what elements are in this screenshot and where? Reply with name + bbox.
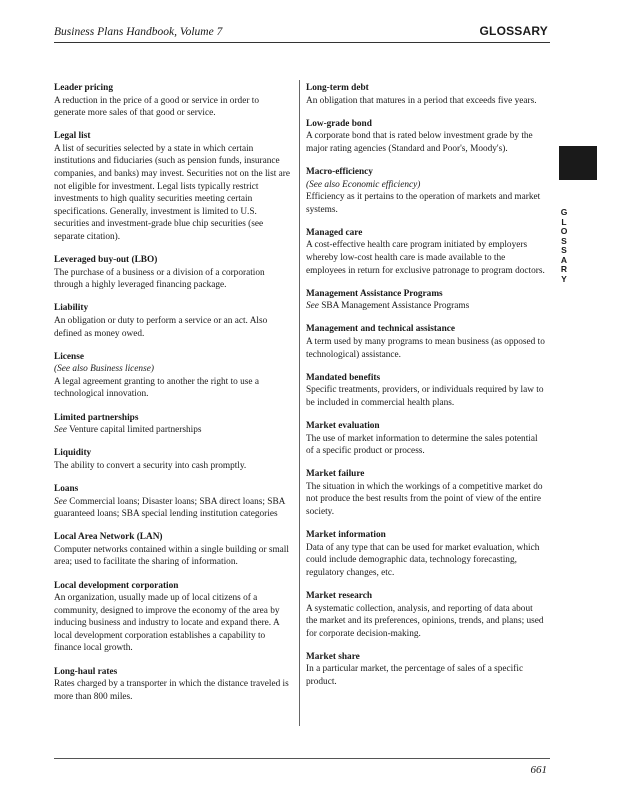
glossary-definition	[54, 95, 290, 120]
glossary-definition	[306, 300, 546, 313]
glossary-term: Market share	[306, 651, 360, 662]
glossary-term: Leader pricing	[54, 83, 113, 93]
glossary-term: Loans	[54, 483, 79, 494]
glossary-definition	[54, 376, 290, 401]
glossary-definition	[306, 384, 546, 409]
glossary-term: Market failure	[306, 469, 365, 480]
glossary-definition-text: SBA Management Assistance Programs	[321, 301, 470, 312]
glossary-definition-text: A legal agreement granting to another the right to use a technological innovation.	[54, 376, 259, 400]
glossary-definition	[54, 315, 290, 340]
glossary-definition	[54, 544, 290, 569]
glossary-term: Legal list	[54, 131, 91, 142]
footer-rule	[54, 758, 550, 759]
book-title: Business Plans Handbook, Volume 7	[54, 26, 223, 38]
glossary-entry	[306, 468, 546, 518]
glossary-entry	[54, 412, 290, 437]
glossary-definition	[54, 460, 290, 473]
see-also-reference: (See also Business license)	[54, 364, 154, 375]
glossary-definition-text: A cost-effective health care program initiated by employers whereby low-cost health care is made available to the employees in return for exclusive patronage to program doctors.	[306, 240, 545, 276]
glossary-definition-text: A reduction in the price of a good or service in order to generate more sales of that good or service.	[54, 95, 259, 119]
glossary-term: Low-grade bond	[306, 118, 372, 129]
glossary-column-left	[54, 82, 290, 714]
glossary-definition-text: Data of any type that can be used for market evaluation, which could include demographic data, technology forecasting, regulatory changes, etc.	[306, 542, 540, 578]
glossary-definition	[306, 130, 546, 155]
glossary-term: Local development corporation	[54, 580, 179, 591]
glossary-entry	[306, 227, 546, 277]
glossary-entry	[306, 529, 546, 579]
glossary-definition-text: Commercial loans; Disaster loans; SBA direct loans; SBA guaranteed loans; SBA special lending institution categories	[54, 496, 285, 520]
glossary-entry	[306, 420, 546, 458]
glossary-entry	[306, 118, 546, 156]
glossary-definition	[54, 592, 290, 655]
glossary-entry	[54, 82, 290, 120]
glossary-definition-text: Venture capital limited partnerships	[69, 425, 202, 436]
glossary-definition	[54, 267, 290, 292]
glossary-definition	[306, 433, 546, 458]
glossary-term: Management Assistance Programs	[306, 288, 443, 299]
glossary-entry	[54, 580, 290, 656]
glossary-entry	[306, 323, 546, 361]
glossary-definition-text: The use of market information to determine the sales potential of a specific product or process.	[306, 433, 538, 457]
glossary-definition-text: The purchase of a business or a division of a corporation through a highly leveraged financing package.	[54, 267, 265, 291]
glossary-term: Long-haul rates	[54, 666, 118, 677]
glossary-entry	[306, 590, 546, 640]
glossary-definition	[306, 336, 546, 361]
glossary-entry	[306, 166, 546, 216]
glossary-definition-text: The situation in which the workings of a competitive market do not produce the best results from the point of view of the entire society.	[306, 481, 543, 518]
glossary-definition-text: A systematic collection, analysis, and reporting of data about the market and its preferences, opinions, trends, and plans; used for corporate decision-making.	[306, 603, 544, 639]
glossary-definition	[306, 663, 546, 688]
glossary-definition	[306, 481, 546, 519]
glossary-entry	[306, 82, 546, 107]
glossary-term: Liability	[54, 303, 89, 314]
column-divider	[299, 80, 300, 726]
glossary-definition-text: A list of securities selected by a state in which certain institutions and fiduciaries (such as pension funds, insurance companies, and banks) may invest. Securities not on the list are not eligible for investment. Legal lists typically restrict investments to high quality securities meeting certain specifications. Generally, investment is limited to U.S. securities and investment-grade blue chip securities (see separate citation).	[54, 143, 290, 243]
glossary-term: Managed care	[306, 227, 363, 238]
glossary-column-right	[306, 82, 546, 699]
running-header	[54, 24, 548, 42]
glossary-definition-text: A corporate bond that is rated below investment grade by the major rating agencies (Standard and Poor's, Moody's).	[306, 131, 533, 154]
glossary-definition-text: Rates charged by a transporter in which the distance traveled is more than 800 miles.	[54, 679, 289, 702]
glossary-definition	[54, 678, 290, 703]
glossary-definition	[54, 496, 290, 521]
section-title: GLOSSARY	[479, 24, 548, 38]
header-rule	[54, 42, 550, 43]
glossary-definition-text: Computer networks contained within a single building or small area; used to facilitate the sharing of information.	[54, 544, 289, 568]
glossary-definition	[306, 191, 546, 216]
glossary-term: Market evaluation	[306, 420, 380, 431]
glossary-term: Macro-efficiency	[306, 166, 373, 177]
glossary-term: Management and technical assistance	[306, 324, 455, 335]
glossary-term: Market research	[306, 591, 372, 601]
glossary-definition	[306, 239, 546, 277]
glossary-definition-text: An organization, usually made up of local citizens of a community, designed to improve the economy of the area by inducing business and industry to locate and expand there. A local development corporation establishes a capability to finance local growth.	[54, 593, 280, 654]
glossary-entry	[306, 288, 546, 313]
side-tab-label: G L O S S A R Y	[560, 207, 568, 284]
glossary-entry	[54, 483, 290, 521]
glossary-entry	[54, 666, 290, 704]
glossary-definition-text: In a particular market, the percentage of sales of a specific product.	[306, 664, 524, 688]
glossary-definition-text: Efficiency as it pertains to the operation of markets and market systems.	[306, 192, 541, 215]
glossary-definition	[306, 95, 546, 108]
glossary-definition	[54, 424, 290, 437]
see-also-reference: (See also Economic efficiency)	[306, 179, 421, 190]
glossary-entry	[54, 447, 290, 472]
glossary-term: Long-term debt	[306, 83, 369, 93]
glossary-entry	[54, 351, 290, 401]
see-reference-word: See	[54, 496, 67, 507]
glossary-term: License	[54, 351, 84, 362]
glossary-term: Limited partnerships	[54, 412, 139, 423]
glossary-definition-text: Specific treatments, providers, or individuals required by law to be included in commercial health plans.	[306, 385, 544, 408]
glossary-definition-text: An obligation or duty to perform a service or an act. Also defined as money owed.	[54, 316, 268, 339]
see-reference-word: See	[306, 301, 319, 312]
glossary-entry	[54, 531, 290, 569]
glossary-definition	[306, 542, 546, 580]
glossary-entry	[54, 254, 290, 292]
glossary-definition-text: A term used by many programs to mean business (as opposed to technological) assistance.	[306, 337, 545, 360]
glossary-term: Local Area Network (LAN)	[54, 532, 163, 543]
see-reference-word: See	[54, 425, 67, 436]
glossary-term: Liquidity	[54, 448, 92, 459]
glossary-definition	[306, 603, 546, 641]
glossary-definition	[54, 143, 290, 244]
glossary-entry	[54, 130, 290, 243]
side-tab-marker	[559, 146, 597, 180]
glossary-entry	[306, 372, 546, 410]
glossary-term: Mandated benefits	[306, 372, 381, 383]
glossary-definition-text: An obligation that matures in a period that exceeds five years.	[306, 95, 537, 106]
glossary-term: Market information	[306, 530, 386, 541]
glossary-term: Leveraged buy-out (LBO)	[54, 255, 158, 266]
glossary-entry	[306, 651, 546, 689]
page-number: 661	[530, 764, 547, 776]
glossary-definition-text: The ability to convert a security into cash promptly.	[54, 460, 247, 471]
glossary-entry	[54, 302, 290, 340]
